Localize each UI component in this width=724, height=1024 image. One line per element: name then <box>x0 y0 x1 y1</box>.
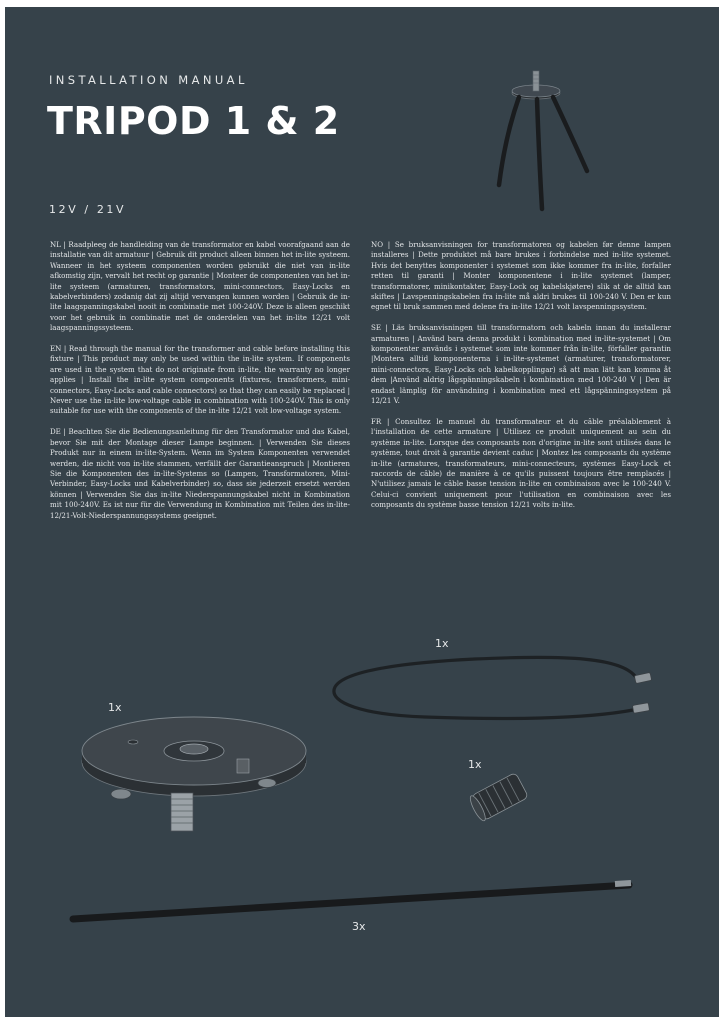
document-label: INSTALLATION MANUAL <box>49 73 248 87</box>
cable-part <box>334 657 652 718</box>
tripod-illustration <box>5 7 719 227</box>
base-part <box>82 717 306 831</box>
instructions-right-column <box>371 240 671 521</box>
instructions-left-column <box>50 240 350 531</box>
leg-rod-quantity: 3x <box>352 920 366 933</box>
product-title: TRIPOD 1 & 2 <box>47 99 340 143</box>
instructions-de: DE | Beachten Sie die Bedienungsanleitung für den Transformator und das Kabel, bevor Sie mit der Montage dieser Lampe beginnen. | Verwenden Sie dieses Produkt nur in einem in-lite-System. Wenn im System Komponenten verwendet werden, die nicht von in-lite stammen, verfällt der Garantieanspruch | Montieren Sie die Komponenten des in-lite-Systems so (Lampen, Transformatoren, Mini-Verbinder, Easy-Locks und Kabelverbinder) so, dass sie jederzeit ersetzt werden können | Verwenden Sie das in-lite Niederspannungskabel nicht in Kombination mit 100-240V. Es ist nur für die Verwendung in Kombination mit Teilen des in-lite-12/21-Volt-Niederspannungssystems geeignet. <box>50 427 350 520</box>
cable-quantity: 1x <box>435 637 449 650</box>
voltage-spec: 12V / 21V <box>49 203 127 216</box>
base-quantity: 1x <box>108 701 122 714</box>
connector-part <box>468 772 529 822</box>
instructions-nl: NL | Raadpleeg de handleiding van de transformator en kabel voorafgaand aan de installatie van dit armatuur | Gebruik dit product alleen binnen het in-lite systeem. Wanneer in het systeem componenten worden gebruikt die niet van in-lite afkomstig zijn, vervalt het recht op garantie | Monteer de componenten van het in-lite systeem (armaturen, transformators, mini-connectors, Easy-Locks en kabelverbinders) zodanig dat zij altijd vervangen kunnen worden | Gebruik de in-lite laagspanningskabel nooit in combinatie met 100-240V. Deze is alleen geschikt voor het gebruik in combinatie met de onderdelen van het in-lite 12/21 volt laagspanningssysteem. <box>50 240 350 333</box>
instructions-en: EN | Read through the manual for the transformer and cable before installing this fixture | This product may only be used within the in-lite system. If components are used in the system that do not originate from in-lite, the warranty no longer applies | Install the in-lite system components (fixtures, transformers, mini-connectors, Easy-Locks and cable connectors) so that they can easily be replaced | Never use the in-lite low-voltage cable in combination with 100-240V. This is only suitable for use with the components of the in-lite 12/21 volt low-voltage system. <box>50 344 350 416</box>
instructions-no: NO | Se bruksanvisningen for transformatoren og kabelen før denne lampen installeres | Dette produktet må bare brukes i forbindelse med in-lite systemet. Hvis det benyttes komponenter i systemet som ikke kommer fra in-lite, forfaller retten til garanti | Monter komponentene i in-lite systemet (lamper, transformatorer, minikontakter, Easy-Lock og kabelskjøtere) slik at de alltid kan skiftes | Lavspenningskabelen fra in-lite må aldri brukes til 100-240 V. Den er kun egnet til bruk sammen med delene fra in-lite 12/21 volt lavspenningssystem. <box>371 240 671 312</box>
instructions-fr: FR | Consultez le manuel du transformateur et du câble préalablement à l'installation de cette armature | Utilisez ce produit uniquement au sein du système in-lite. Lorsque des composants non d'origine in-lite sont utilisés dans le système, tout droit à garantie devient caduc | Montez les composants du système in-lite (armatures, transformateurs, mini-connecteurs, systèmes Easy-Lock et raccords de câble) de manière à ce qu'ils puissent toujours être remplacés | N'utilisez jamais le câble basse tension in-lite en combinaison avec le 100-240 V. Celui-ci convient uniquement pour l'utilisation en combinaison avec les composants du système basse tension 12/21 volts in-lite. <box>371 416 671 510</box>
manual-page <box>5 7 719 1017</box>
leg-rod-part <box>73 883 631 919</box>
instructions-se: SE | Läs bruksanvisningen till transformatorn och kabeln innan du installerar armaturen | Använd bara denna produkt i kombination med in-lite-systemet | Om komponenter används i systemet som inte kommer från in-lite, förfaller garantin |Montera alltid komponenterna i in-lite-systemet (armaturer, transformatorer, mini-connectors, Easy-Locks och kabelkopplingar) så att man lätt kan komma åt dem |Använd aldrig lågspänningskabeln i kombination med 100-240 V | Den är endast lämplig för användning i kombination med ett lågspänningssystem på 12/21 V. <box>371 323 671 406</box>
connector-quantity: 1x <box>468 758 482 771</box>
